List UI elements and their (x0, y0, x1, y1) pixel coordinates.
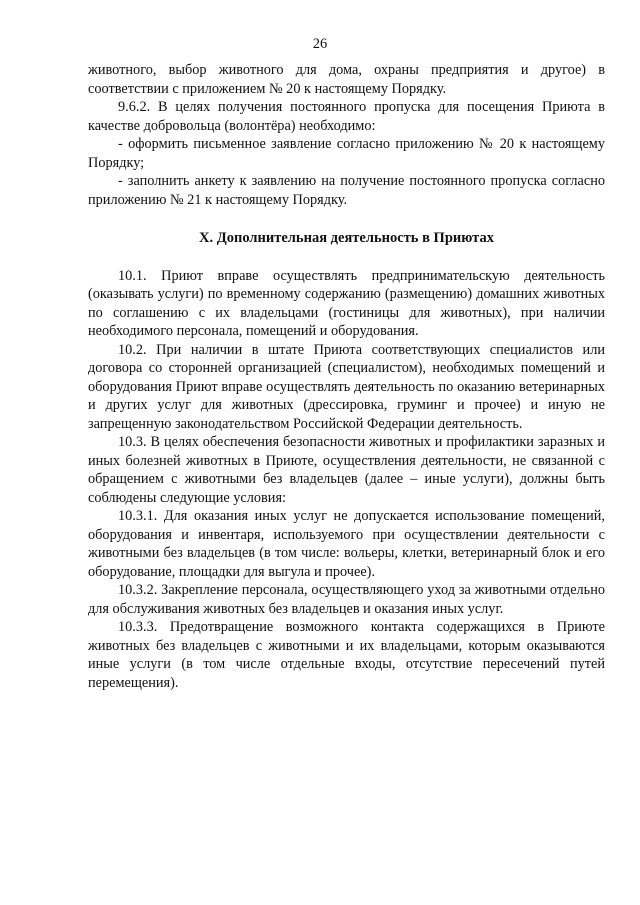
paragraph-9-6-2: 9.6.2. В целях получения постоянного пропуска для посещения Приюта в качестве добровольца (волонтёра) необходимо: (88, 99, 605, 134)
paragraph-10-3: 10.3. В целях обеспечения безопасности животных и профилактики заразных и иных болезней животных в Приюте, осуществления деятельности, не связанной с обращением с животными без владельцев (далее – иные услуги), должны быть соблюдены следующие условия: (88, 434, 605, 506)
list-item-application: - оформить письменное заявление согласно приложению № 20 к настоящему Порядку; (88, 136, 605, 171)
paragraph-continuation: животного, выбор животного для дома, охраны предприятия и другое) в соответствии с приложением № 20 к настоящему Порядку. (88, 62, 605, 97)
paragraph-10-1: 10.1. Приют вправе осуществлять предпринимательскую деятельность (оказывать услуги) по временному содержанию (размещению) домашних животных по соглашению с их владельцами (гостиницы для животных), при наличии необходимого персонала, помещений и оборудования. (88, 267, 605, 339)
page-number: 26 (312, 36, 328, 52)
paragraph-10-3-2: 10.3.2. Закрепление персонала, осуществляющего уход за животными отдельно для обслуживания животных без владельцев и оказания иных услуг. (88, 582, 605, 617)
list-item-questionnaire: - заполнить анкету к заявлению на получение постоянного пропуска согласно приложению № 21 к настоящему Порядку. (88, 173, 605, 208)
section-heading: X. Дополнительная деятельность в Приютах (199, 230, 494, 246)
paragraph-10-2: 10.2. При наличии в штате Приюта соответствующих специалистов или договора со сторонней организацией (специалистом), необходимых помещений и оборудования Приют вправе осуществлять деятельность по оказанию ветеринарных и других услуг для животных (дрессировка, груминг и прочее) и иную не запрещенную законодательством Российской Федерации деятельность. (88, 341, 605, 432)
paragraph-10-3-1: 10.3.1. Для оказания иных услуг не допускается использование помещений, оборудования и инвентаря, используемого при осуществлении деятельности с животными без владельцев (в том числе: вольеры, клетки, ветеринарный блок и его оборудование, площадки для выгула и прочее). (88, 508, 605, 580)
document-body (88, 61, 605, 692)
paragraph-10-3-3: 10.3.3. Предотвращение возможного контакта содержащихся в Приюте животных без владельцев с животными и их владельцами, которым оказываются иные услуги (в том числе отдельные входы, отсутствие пересечений путей перемещения). (88, 619, 605, 691)
